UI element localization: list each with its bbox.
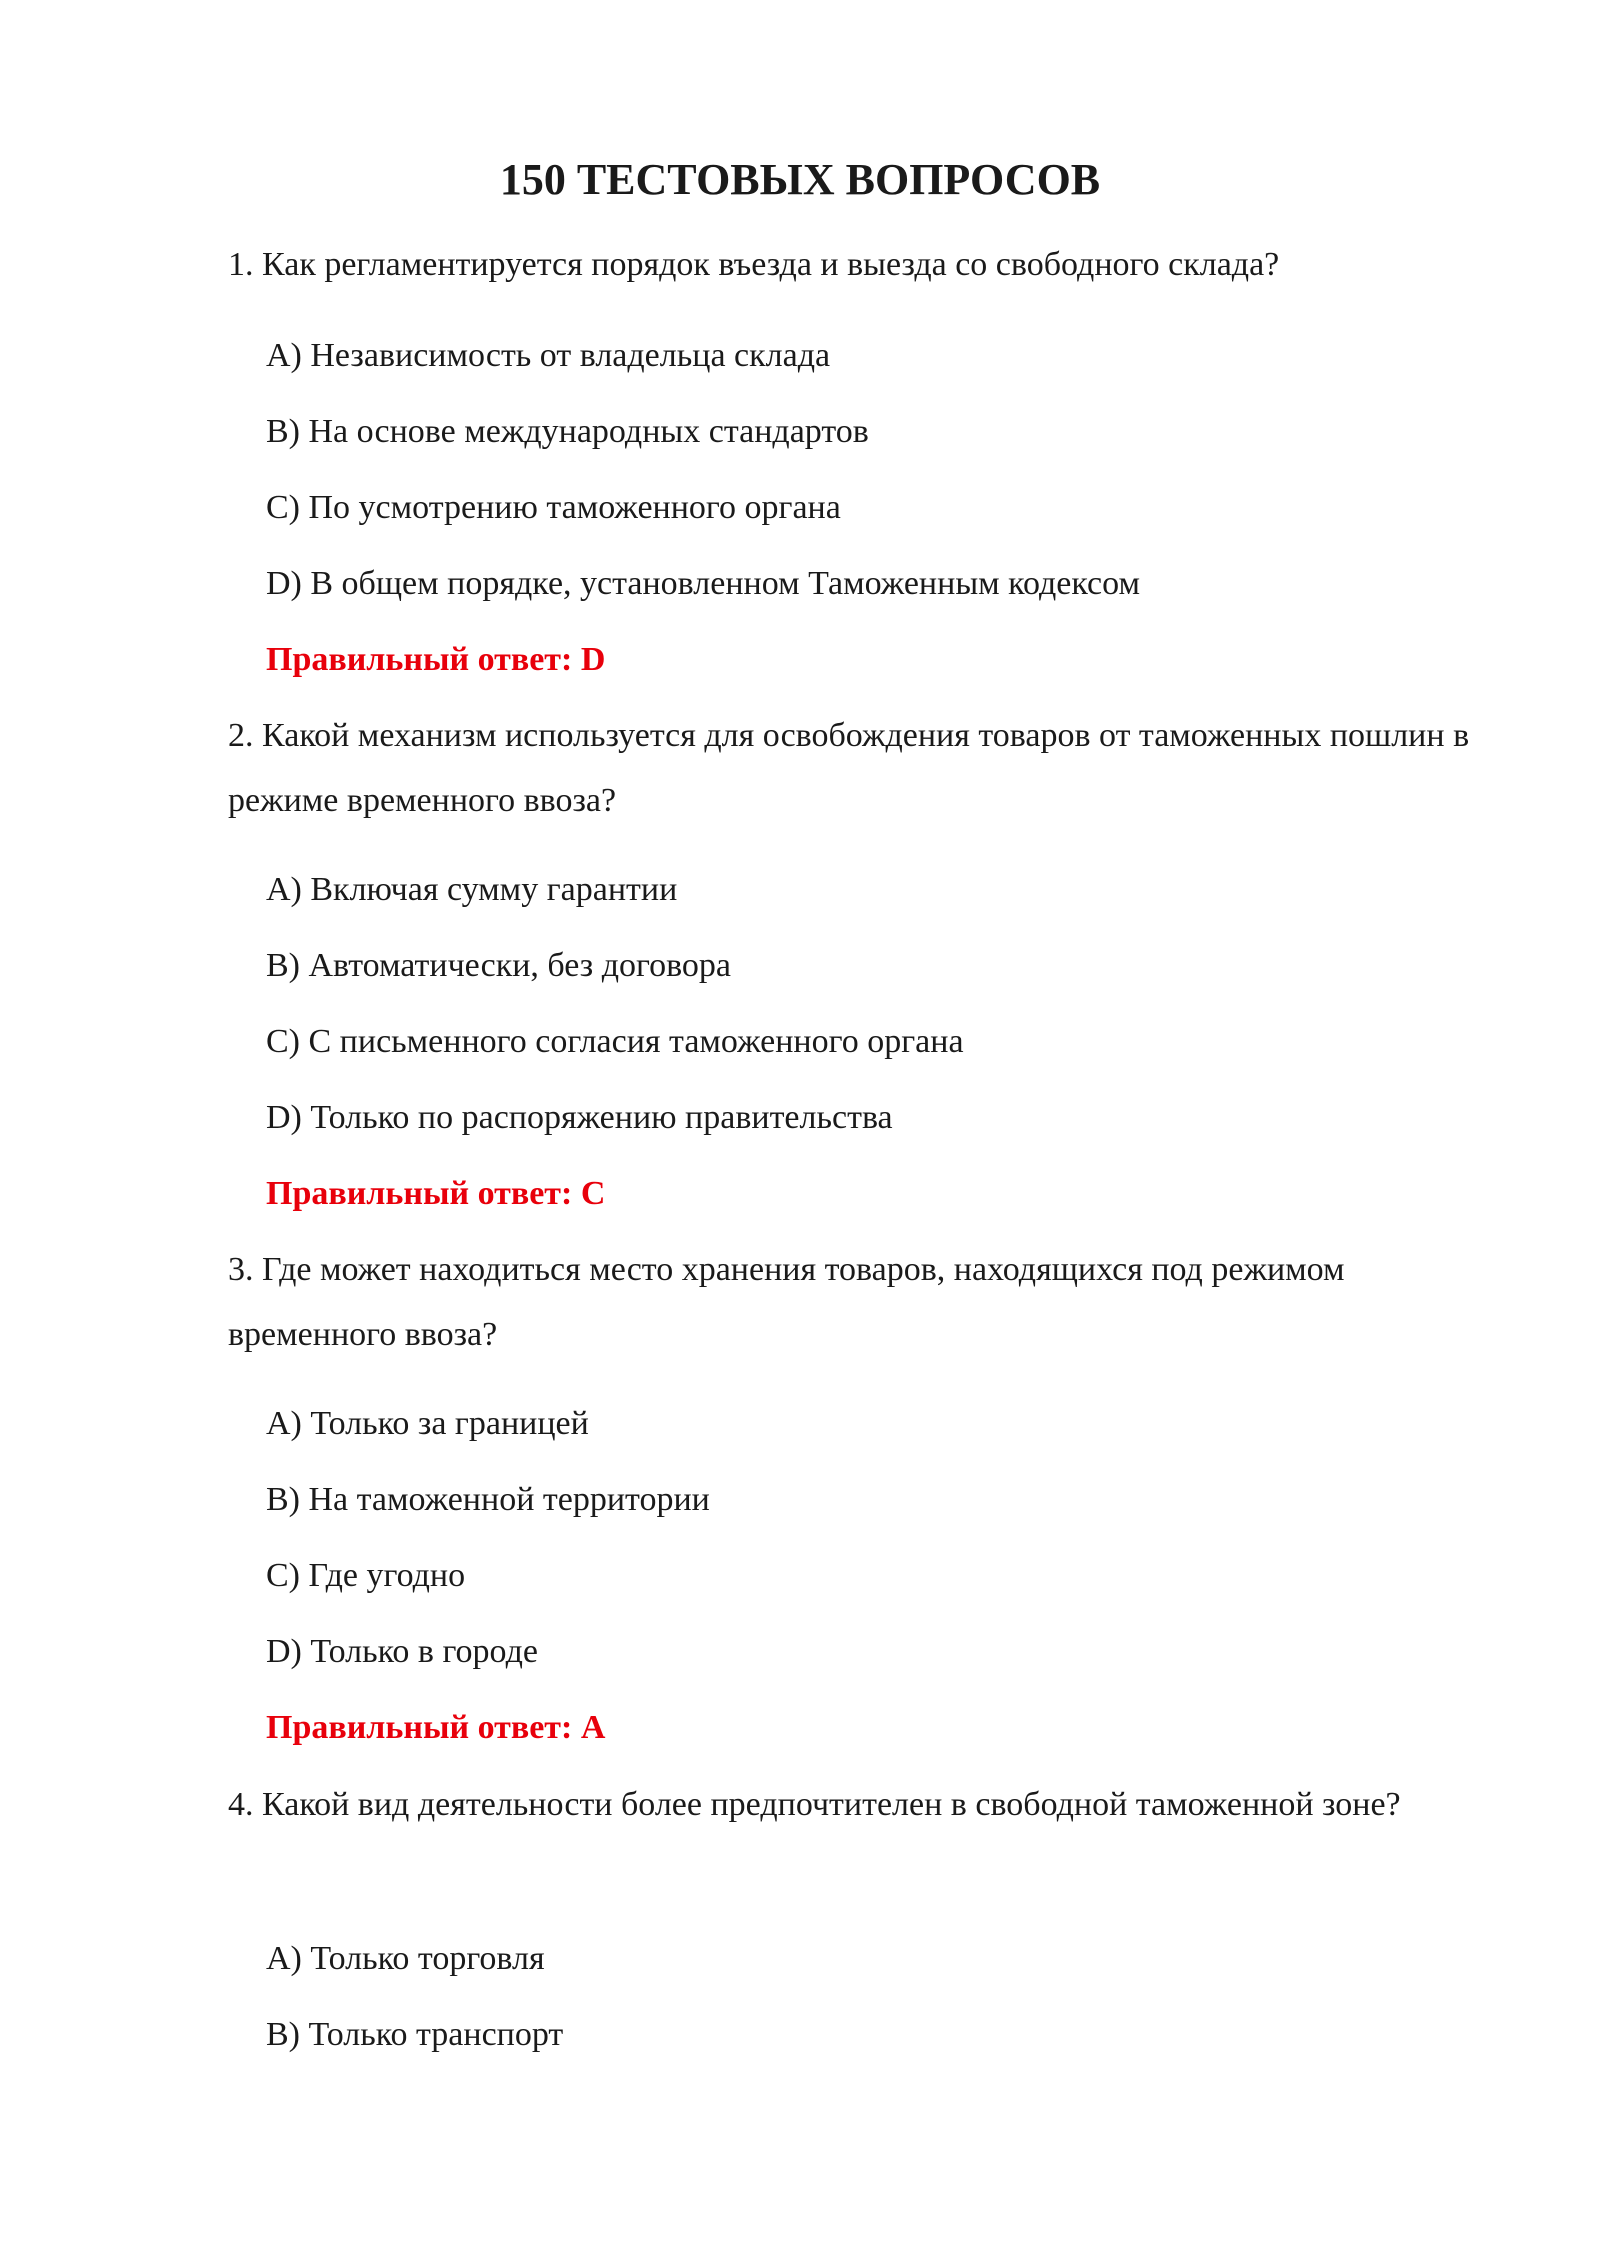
document-title: 150 ТЕСТОВЫХ ВОПРОСОВ (499, 155, 1101, 204)
answer-option: B) На таможенной территории (266, 1481, 710, 1518)
question-text: 1. Как регламентируется порядок въезда и выезда со свободного склада? (228, 246, 1280, 283)
answer-option: A) Только за границей (266, 1405, 589, 1442)
answer-option: C) С письменного согласия таможенного органа (266, 1023, 964, 1060)
answer-option: A) Включая сумму гарантии (266, 871, 678, 908)
answer-option: B) Только транспорт (266, 2016, 564, 2053)
correct-answer: Правильный ответ: C (266, 1175, 606, 1212)
answer-option: B) На основе международных стандартов (266, 413, 869, 450)
answer-option: A) Независимость от владельца склада (266, 337, 831, 374)
question-text: 4. Какой вид деятельности более предпочтителен в свободной таможенной зоне? (228, 1786, 1401, 1823)
answer-option: C) Где угодно (266, 1557, 466, 1594)
correct-answer: Правильный ответ: D (266, 641, 606, 678)
correct-answer: Правильный ответ: A (266, 1709, 606, 1746)
question-text: 3. Где может находиться место хранения товаров, находящихся под режимом временного ввоза? (228, 1251, 1345, 1353)
answer-option: D) В общем порядке, установленном Таможенным кодексом (266, 565, 1141, 602)
answer-option: C) По усмотрению таможенного органа (266, 489, 841, 526)
question-text: 2. Какой механизм используется для освобождения товаров от таможенных пошлин в режиме временного ввоза? (228, 717, 1470, 819)
answer-option: A) Только торговля (266, 1940, 545, 1977)
answer-option: D) Только по распоряжению правительства (266, 1099, 893, 1136)
answer-option: B) Автоматически, без договора (266, 947, 732, 984)
answer-option: D) Только в городе (266, 1633, 538, 1670)
